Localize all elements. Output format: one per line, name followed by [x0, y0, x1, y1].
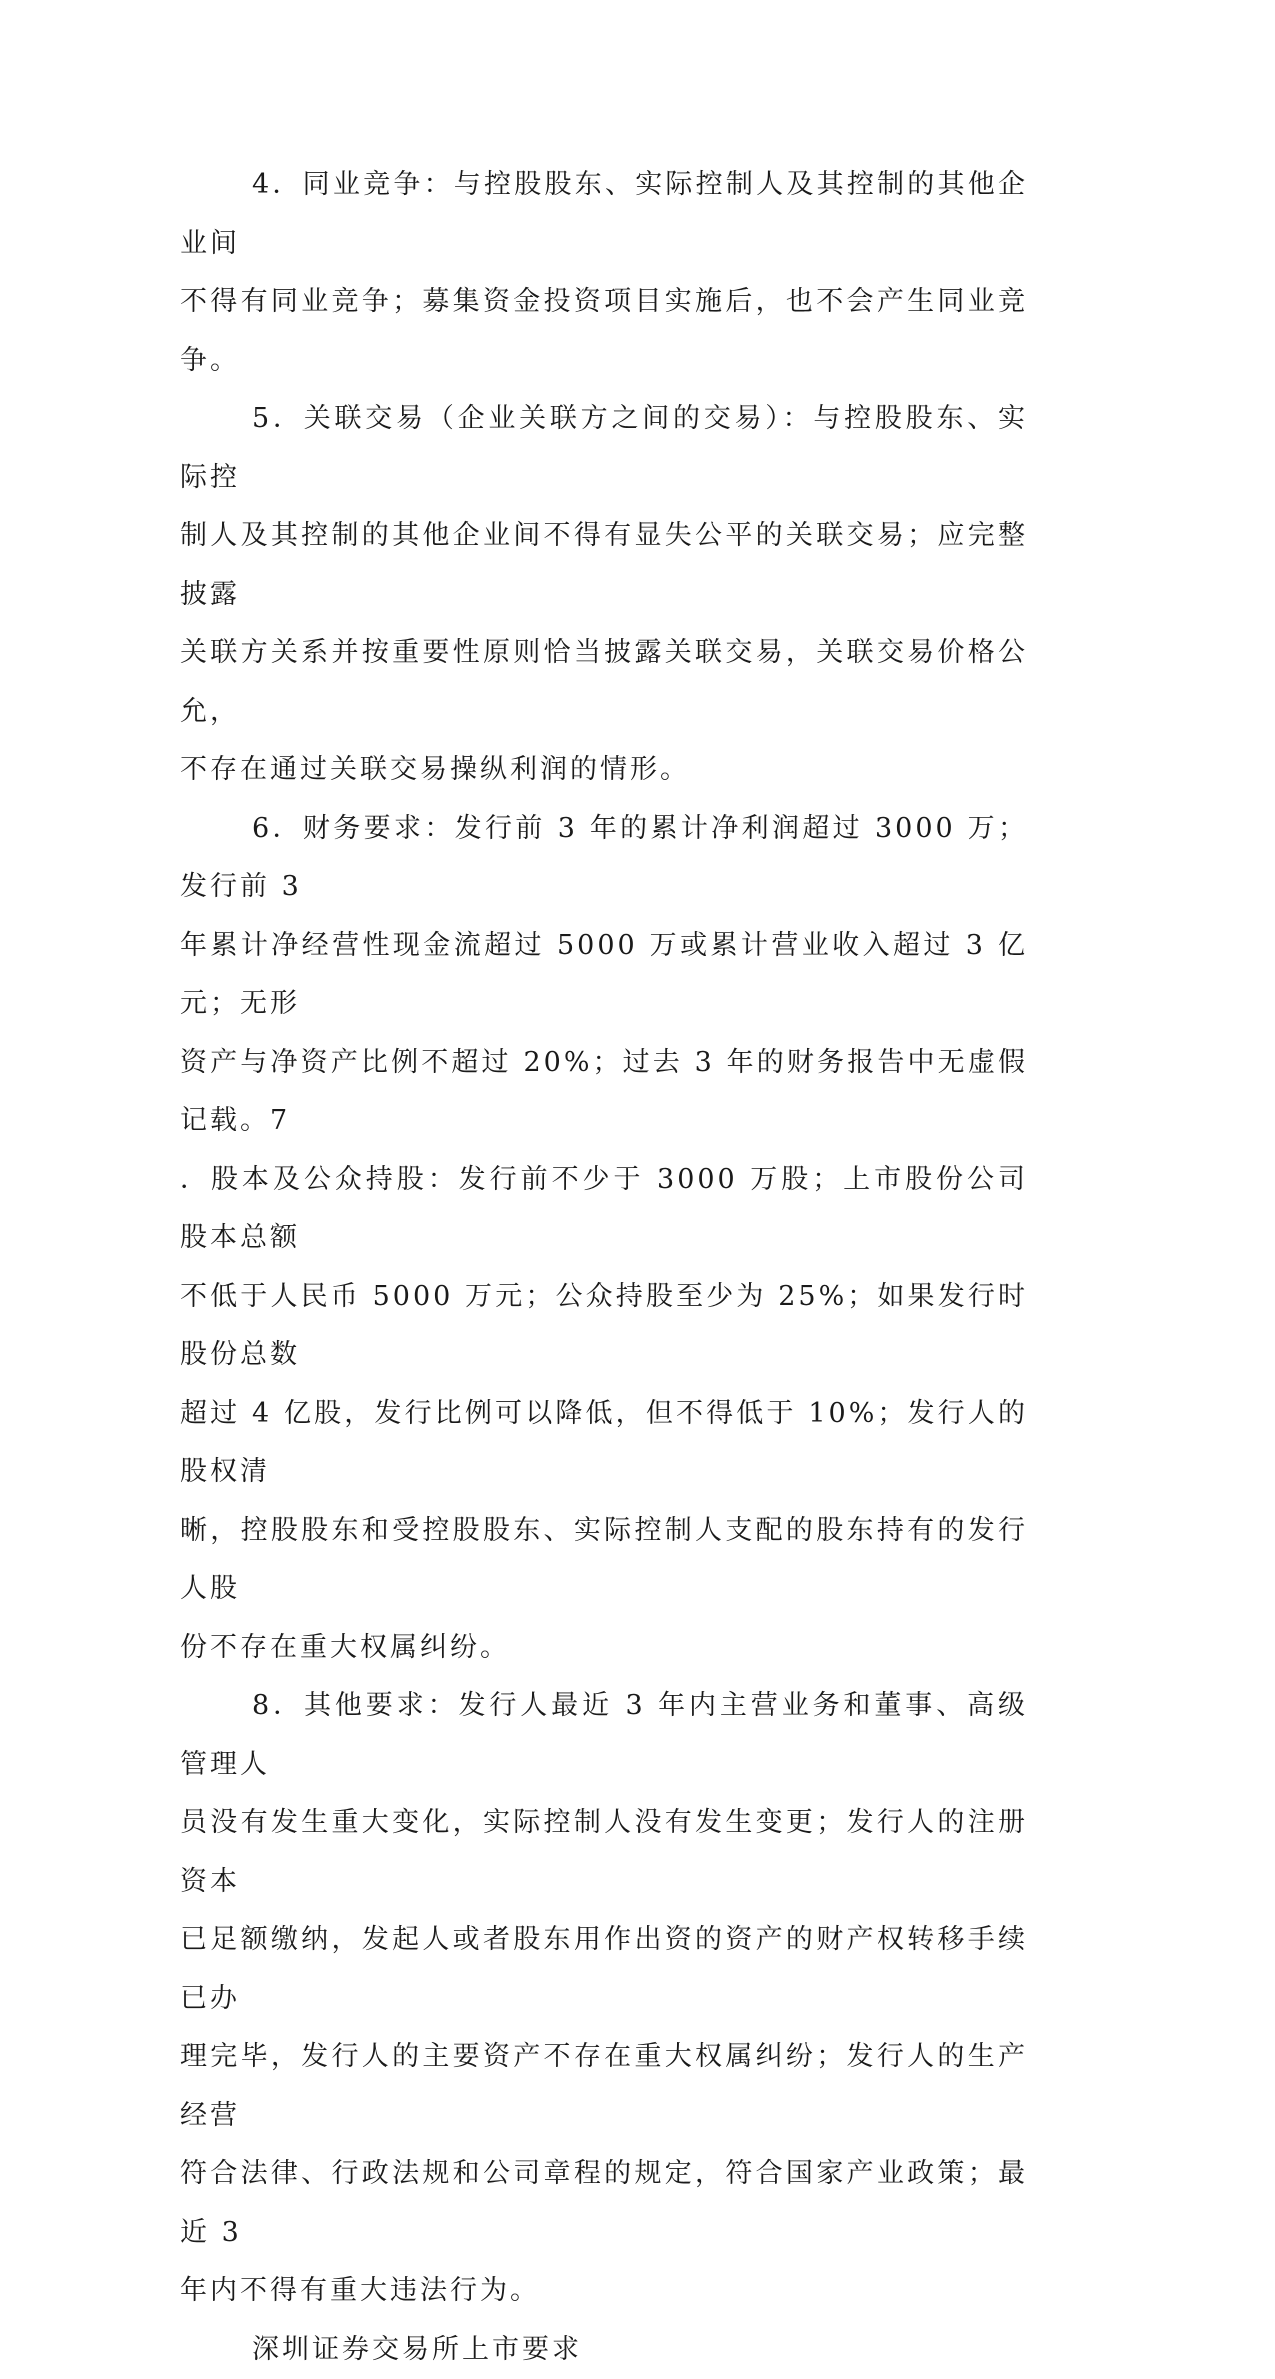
paragraph-financial-requirements: 6．财务要求：发行前 3 年的累计净利润超过 3000 万；发行前 3 年累计净经营性现金流超过 5000 万或累计营业收入超过 3 亿元；无形 资产与净资产比例不超过 20%；过去 3 年的财务报告中无虚假记载。7 ．股本及公众持股：发行前不少于 3000 万股；上市股份公司股本总额 不低于人民币 5000 万元；公众持股至少为 25%；如果发行时股份总数 超过 4 亿股，发行比例可以降低，但不得低于 10%；发行人的股权清 晰，控股股东和受控股股东、实际控制人支配的股东持有的发行人股 份不存在重大权属纠纷。: [180, 800, 1028, 1678]
section-heading: 深圳证券交易所上市要求: [180, 2321, 1028, 2379]
paragraph-other-requirements: 8．其他要求：发行人最近 3 年内主营业务和董事、高级管理人 员没有发生重大变化，实际控制人没有发生变更；发行人的注册资本 已足额缴纳，发起人或者股东用作出资的资产的财产权转移手续已办 理完毕，发行人的主要资产不存在重大权属纠纷；发行人的生产经营 符合法律、行政法规和公司章程的规定，符合国家产业政策；最近 3 年内不得有重大违法行为。: [180, 1677, 1028, 2321]
document-body: [180, 156, 1028, 2379]
paragraph-horizontal-competition: 4．同业竞争：与控股股东、实际控制人及其控制的其他企业间 不得有同业竞争；募集资金投资项目实施后，也不会产生同业竞争。: [180, 156, 1028, 390]
paragraph-related-transactions: 5．关联交易（企业关联方之间的交易）：与控股股东、实际控 制人及其控制的其他企业间不得有显失公平的关联交易；应完整披露 关联方关系并按重要性原则恰当披露关联交易，关联交易价格公允， 不存在通过关联交易操纵利润的情形。: [180, 390, 1028, 800]
